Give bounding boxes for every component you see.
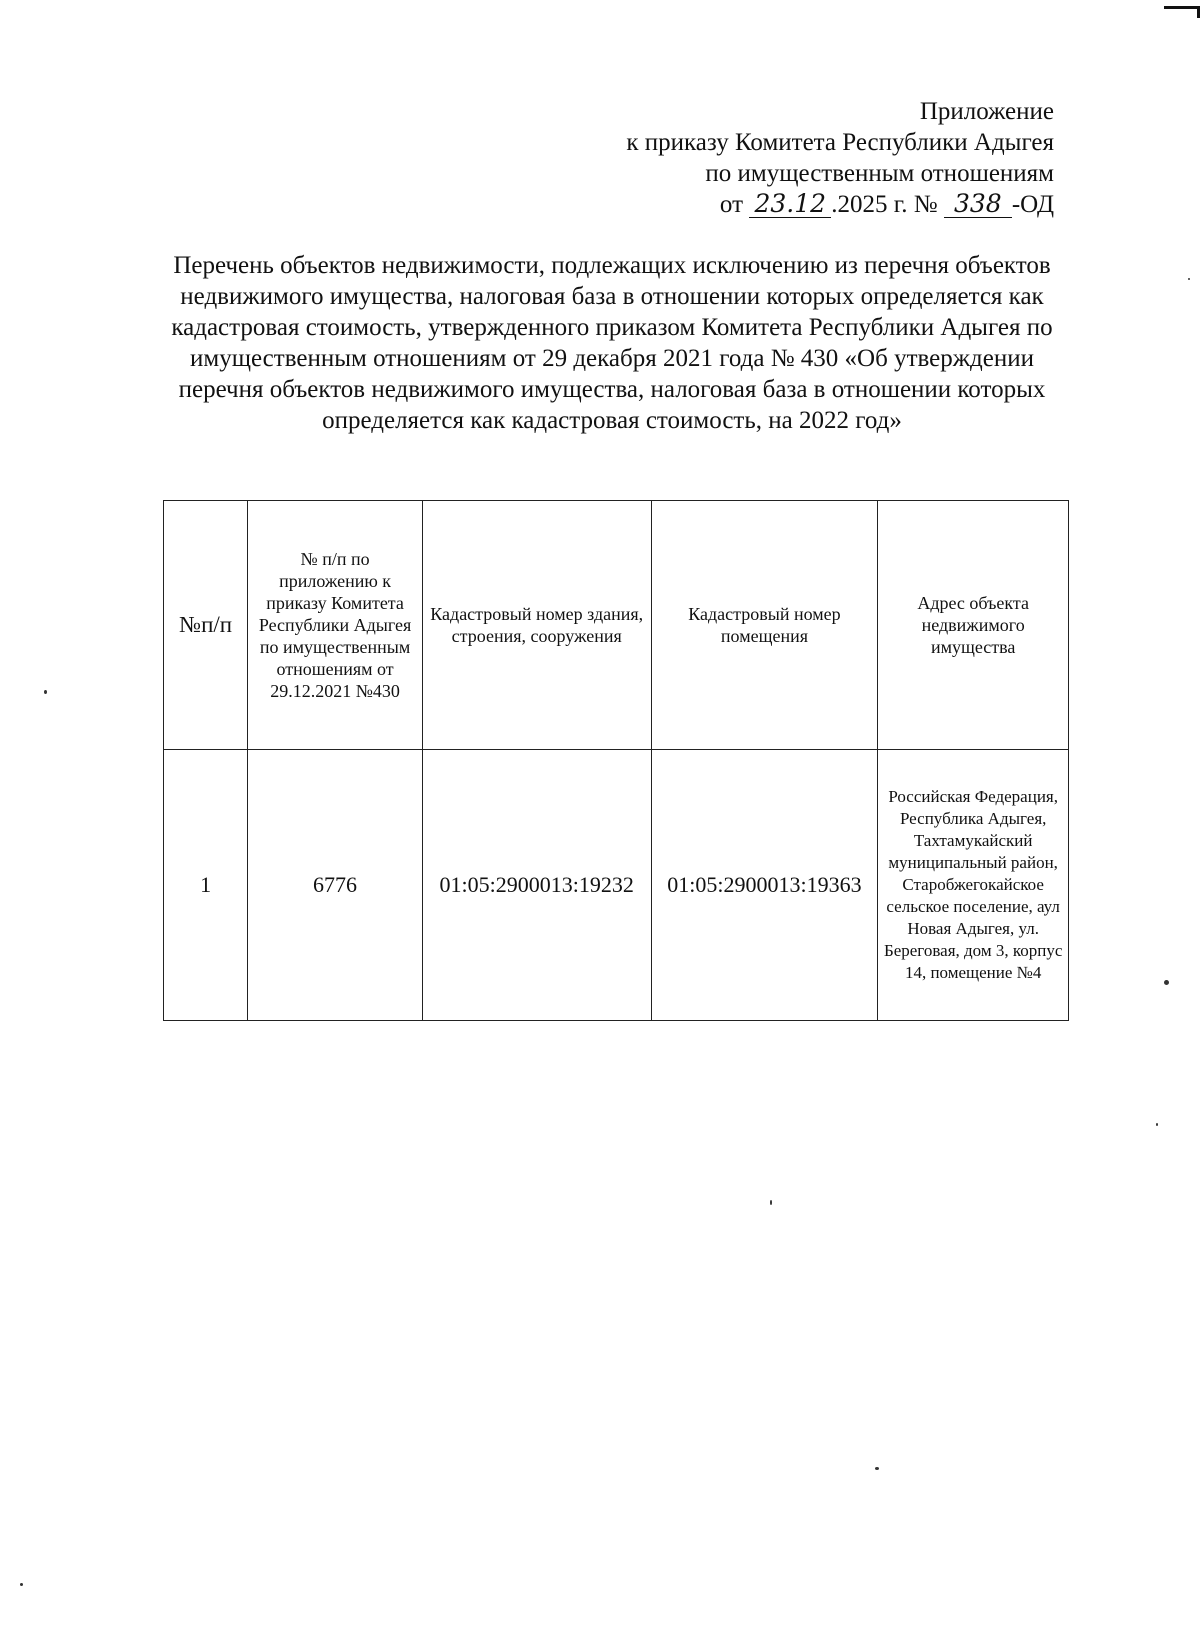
handwritten-date: 23.12 [749, 191, 831, 218]
scan-speck [20, 1583, 23, 1586]
table-header-row [164, 501, 1069, 750]
scan-speck [1188, 278, 1190, 280]
scan-speck [875, 1467, 879, 1470]
scan-speck [1156, 1123, 1158, 1126]
appendix-label: Приложение [919, 98, 1054, 125]
appendix-header [626, 96, 1054, 220]
order-number-suffix: -ОД [1011, 191, 1054, 218]
appendix-order-ref: к приказу Комитета Республики Адыгея [626, 129, 1054, 156]
objects-table [163, 500, 1069, 1021]
header-building-cadastral: Кадастровый номер здания, строения, сооружения [422, 501, 651, 750]
header-appendix-number: № п/п по приложению к приказу Комитета Республики Адыгея по имущественным отношениям от 29.12.2021 №430 [248, 501, 423, 750]
appendix-date-line [626, 189, 1054, 220]
document-title: Перечень объектов недвижимости, подлежащих исключению из перечня объектов недвижимого имущества, налоговая база в отношении которых определяется как кадастровая стоимость, утвержденного приказом Комитета Республики Адыгея по имущественным отношениям от 29 декабря 2021 года № 430 «Об утверждении перечня объектов недвижимого имущества, налоговая база в отношении которых определяется как кадастровая стоимость, на 2022 год» [171, 252, 1053, 434]
header-address: Адрес объекта недвижимого имущества [878, 501, 1069, 750]
cell-appendix-number: 6776 [248, 750, 423, 1021]
cell-premises-cadastral: 01:05:2900013:19363 [651, 750, 878, 1021]
cell-address: Российская Федерация, Республика Адыгея, Тахтамукайский муниципальный район, Старобжегокайское сельское поселение, аул Новая Адыгея, ул. Береговая, дом 3, корпус 14, помещение №4 [878, 750, 1069, 1021]
date-suffix: .2025 г. № [831, 191, 938, 218]
appendix-committee: по имущественным отношениям [705, 160, 1054, 187]
scan-speck [1164, 980, 1169, 985]
table-row [164, 750, 1069, 1021]
cell-row-number: 1 [164, 750, 248, 1021]
scan-speck [770, 1200, 772, 1205]
scan-speck [44, 690, 47, 694]
header-premises-cadastral: Кадастровый номер помещения [651, 501, 878, 750]
date-prefix: от [719, 191, 744, 218]
handwritten-order-number: 338 [944, 191, 1012, 218]
header-row-number: №п/п [164, 501, 248, 750]
cell-building-cadastral: 01:05:2900013:19232 [422, 750, 651, 1021]
scan-corner-mark [1164, 6, 1200, 9]
